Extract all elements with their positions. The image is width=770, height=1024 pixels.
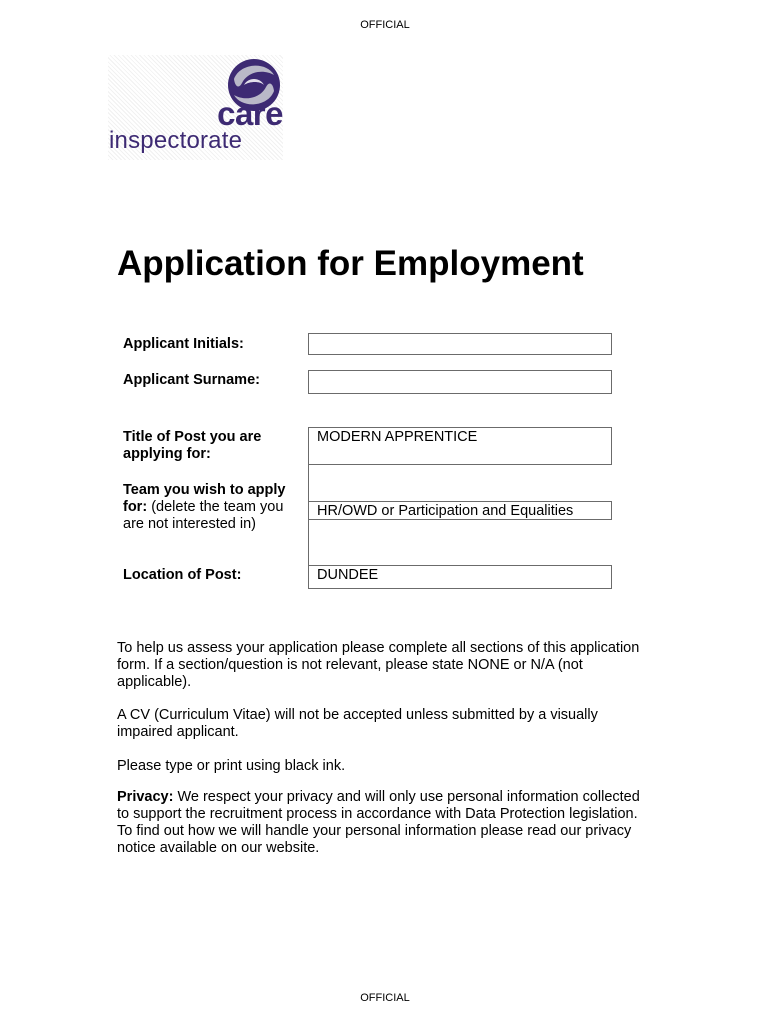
post-title-field[interactable]: MODERN APPRENTICE (308, 427, 612, 465)
privacy-text: We respect your privacy and will only use personal information collected to support the recruitment process in accordance with Data Protection legislation. To find out how we will handle your personal information please read our privacy notice available on our website. (117, 789, 640, 856)
post-title-label (123, 429, 261, 463)
team-label-note: (delete the team you (147, 499, 284, 515)
location-field[interactable]: DUNDEE (308, 565, 612, 589)
post-title-label-line2: applying for: (123, 446, 211, 462)
logo-inspectorate-text: inspectorate (109, 127, 243, 154)
care-inspectorate-logo (108, 55, 283, 160)
initials-label: Applicant Initials: (123, 336, 244, 352)
instructions-paragraph-1: To help us assess your application please complete all sections of this application form. If a section/question is not relevant, please state NONE or N/A (not applicable). (117, 640, 640, 690)
initials-field[interactable] (308, 333, 612, 355)
logo-care-text: care (217, 95, 283, 132)
team-field-divider-left (308, 465, 309, 501)
privacy-label: Privacy: (117, 789, 174, 805)
team-label-line3: are not interested in) (123, 516, 256, 532)
team-label (123, 482, 285, 533)
surname-label: Applicant Surname: (123, 372, 260, 388)
team-label-line1: Team you wish to apply (123, 482, 286, 498)
instructions-paragraph-3: Please type or print using black ink. (117, 758, 346, 774)
post-title-label-line1: Title of Post you are (123, 429, 262, 445)
team-field[interactable]: HR/OWD or Participation and Equalities (308, 501, 612, 520)
team-field-divider-lower (308, 520, 309, 565)
team-label-line2 (123, 499, 285, 516)
surname-field[interactable] (308, 370, 612, 394)
official-marking-bottom: OFFICIAL (360, 992, 410, 1004)
team-label-for: for: (123, 499, 148, 515)
instructions-paragraph-2: A CV (Curriculum Vitae) will not be accepted unless submitted by a visually impaired applicant. (117, 707, 598, 740)
official-marking-top: OFFICIAL (360, 19, 410, 31)
location-label: Location of Post: (123, 567, 242, 583)
privacy-paragraph (117, 789, 647, 857)
page-title: Application for Employment (117, 244, 584, 283)
